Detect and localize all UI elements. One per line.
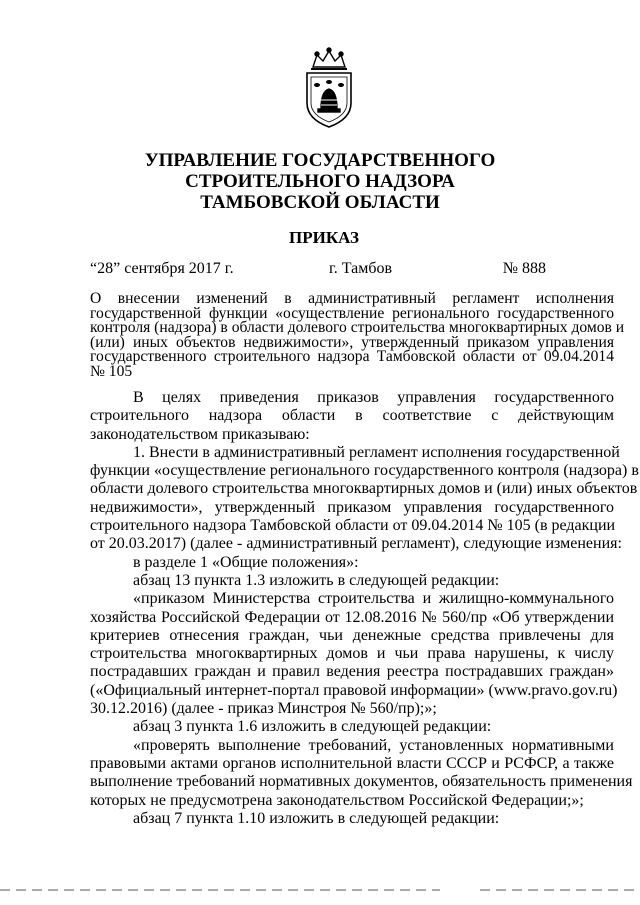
body-line: правовыми актами органов исполнительной власти СССР и РСФСР, а также [90, 754, 614, 772]
org-name-line-1: УПРАВЛЕНИЕ ГОСУДАРСТВЕННОГО [144, 150, 496, 171]
body-line: абзац 3 пункта 1.6 изложить в следующей редакции: [133, 718, 492, 736]
order-body [90, 389, 639, 828]
body-line: строительства многоквартирных домов и чьи права нарушены, к числу [90, 645, 614, 663]
body-line: недвижимости», утвержденный приказом управления государственного [90, 498, 614, 516]
body-line: в разделе 1 «Общие положения»: [133, 553, 359, 571]
subject-line: государственной функции «осуществление регионального государственного [90, 304, 614, 322]
body-line: строительного надзора области в соответствие с действующим [90, 407, 614, 425]
body-line: В целях приведения приказов управления государственного [133, 389, 614, 406]
body-line: абзац 7 пункта 1.10 изложить в следующей редакции: [133, 809, 500, 827]
order-date: “28” сентября 2017 г. [90, 260, 234, 277]
body-line: абзац 13 пункта 1.3 изложить в следующей редакции: [133, 571, 500, 589]
body-line: («Официальный интернет-портал правовой информации» (www.pravo.gov.ru) [90, 681, 618, 699]
subject-line: государственного строительного надзора Тамбовской области от 09.04.2014 [90, 348, 614, 365]
order-subject [90, 290, 625, 380]
body-line: функции «осуществление регионального государственного контроля (надзора) в [90, 462, 639, 480]
scan-edge-marks [0, 887, 640, 893]
body-line: выполнение требований нормативных документов, обязательность применения [90, 773, 633, 791]
body-line: 1. Внести в административный регламент исполнения государственной [133, 443, 620, 461]
body-line: 30.12.2016) (далее - приказ Минстроя № 560/пр);»; [90, 700, 437, 718]
body-line: хозяйства Российской Федерации от 12.08.2016 № 560/пр «Об утверждении [90, 608, 614, 626]
org-name-line-2: СТРОИТЕЛЬНОГО НАДЗОРА [185, 171, 455, 192]
order-number: № 888 [502, 260, 546, 277]
subject-line: № 105 [90, 362, 133, 380]
org-name-line-3: ТАМБОВСКОЙ ОБЛАСТИ [200, 192, 440, 213]
organization-header [0, 150, 640, 213]
body-line: которых не предусмотрена законодательством Российской Федерации;»; [90, 791, 584, 809]
body-line: «приказом Министерства строительства и жилищно-коммунального [133, 590, 614, 608]
subject-line: контроля (надзора) в области долевого строительства многоквартирных домов и [90, 319, 625, 336]
body-line: от 20.03.2017) (далее - административный регламент), следующие изменения: [90, 535, 622, 553]
coat-of-arms-emblem [295, 45, 363, 131]
order-city: г. Тамбов [329, 260, 393, 277]
body-line: пострадавших граждан и правил ведения реестра пострадавших граждан» [90, 663, 614, 681]
body-line: строительного надзора Тамбовской области от 09.04.2014 № 105 (в редакции [90, 517, 616, 535]
body-line: области долевого строительства многоквартирных домов и (или) иных объектов [90, 480, 638, 498]
body-line: критериев отнесения граждан, чьи денежные средства привлечены для [90, 626, 614, 644]
subject-line: О внесении изменений в административный регламент исполнения [90, 290, 614, 307]
subject-line: (или) иных объектов недвижимости», утвержденный приказом управления [90, 333, 614, 351]
document-title: ПРИКАЗ [289, 228, 359, 247]
body-line: законодательством приказываю: [90, 425, 310, 443]
body-line: «проверять выполнение требований, установленных нормативными [133, 736, 614, 754]
